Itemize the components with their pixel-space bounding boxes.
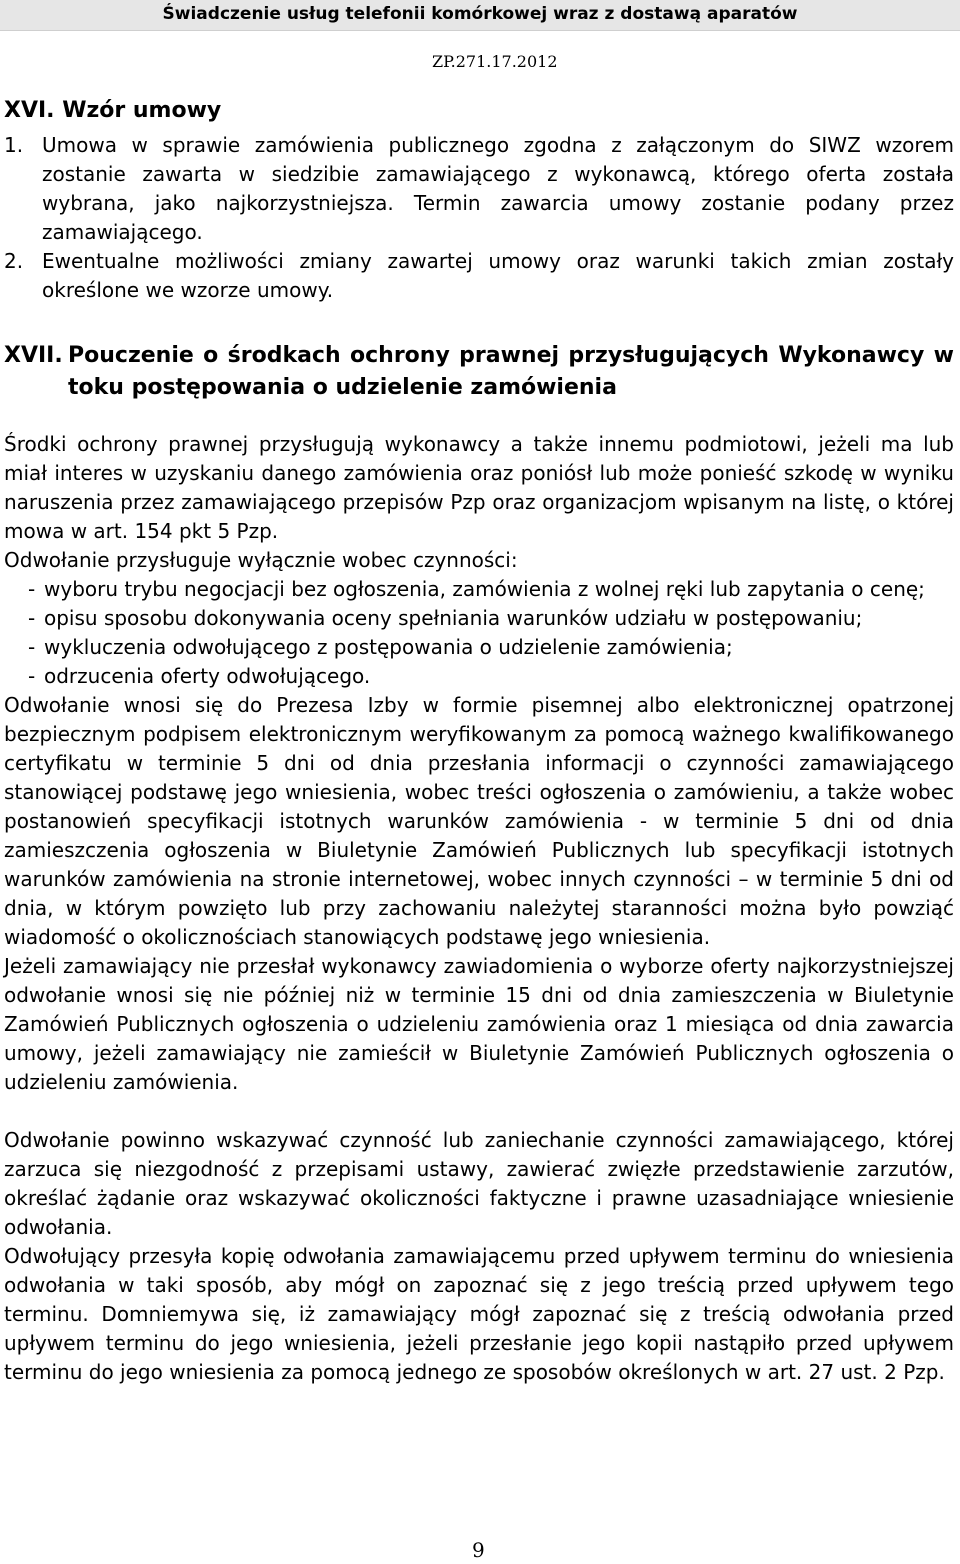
list-item-text: odrzucenia oferty odwołującego.: [44, 664, 371, 688]
paragraph-appeal-copy: Odwołujący przesyła kopię odwołania zamawiającemu przed upływem terminu do wniesienia odwołania w taki sposób, aby mógł on zapoznać się z jego treścią przed upływem tego terminu. Domniemywa się, iż zamawiający mógł zapoznać się z treścią odwołania przed upływem terminu do jego wniesienia, jeżeli przesłanie jego kopii nastąpiło przed upływem terminu do jego wniesienia za pomocą jednego ze sposobów określonych w art. 27 ust. 2 Pzp.: [4, 1244, 954, 1384]
list-item-text: wyboru trybu negocjacji bez ogłoszenia, zamówienia z wolnej ręki lub zapytania o cenę;: [44, 577, 925, 601]
section-16-title: XVI. Wzór umowy: [4, 98, 222, 123]
section-17-title: Pouczenie o środkach ochrony prawnej przysługujących Wykonawcy w toku postępowania o udzielenie zamówienia: [68, 343, 954, 400]
section-17-heading: [4, 340, 954, 404]
list-item: [28, 575, 954, 604]
list-dash: -: [28, 606, 36, 630]
document-reference: ZP.271.17.2012: [432, 52, 558, 71]
list-item: [28, 662, 954, 691]
paragraph-appeal-scope: Odwołanie przysługuje wyłącznie wobec czynności:: [4, 548, 518, 572]
list-item: [28, 633, 954, 662]
list-item-text: wykluczenia odwołującego z postępowania o udzielenie zamówienia;: [44, 635, 733, 659]
list-item: [28, 604, 954, 633]
paragraph-remedies: Środki ochrony prawnej przysługują wykonawcy a także innemu podmiotowi, jeżeli ma lub miał interes w uzyskaniu danego zamówienia oraz poniósł lub może ponieść szkodę w wyniku naruszenia przez zamawiającego przepisów Pzp oraz organizacjom wpisanym na listę, o której mowa w art. 154 pkt 5 Pzp.: [4, 432, 954, 543]
paragraph-appeal-deadline: Jeżeli zamawiający nie przesłał wykonawcy zawiadomienia o wyborze oferty najkorzystniejszej odwołanie wnosi się nie później niż w terminie 15 dni od dnia zamieszczenia w Biuletynie Zamówień Publicznych ogłoszenia o udzieleniu zamówienia oraz 1 miesiąca od dnia zawarcia umowy, jeżeli zamawiający nie zamieścił w Biuletynie Zamówień Publicznych ogłoszenia o udzieleniu zamówienia.: [4, 954, 954, 1094]
section-16-item-1: [4, 131, 954, 247]
section-16-item-2: [4, 247, 954, 305]
list-item-text: opisu sposobu dokonywania oceny spełniania warunków udziału w postępowaniu;: [44, 606, 863, 630]
list-dash: -: [28, 664, 36, 688]
page-number: 9: [472, 1538, 485, 1562]
item-text: Ewentualne możliwości zmiany zawartej umowy oraz warunki takich zmian zostały określone we wzorze umowy.: [42, 249, 954, 302]
list-dash: -: [28, 577, 36, 601]
item-number: 1.: [4, 133, 24, 157]
paragraph-gap: [4, 1097, 954, 1126]
paragraph-appeal-content: Odwołanie powinno wskazywać czynność lub zaniechanie czynności zamawiającego, której zarzuca się niezgodność z przepisami ustawy, zawierać zwięzłe przedstawienie zarzutów, określać żądanie oraz wskazywać okoliczności faktyczne i prawne uzasadniające wniesienie odwołania.: [4, 1128, 954, 1239]
section-17-body: [4, 430, 954, 1387]
list-dash: -: [28, 635, 36, 659]
paragraph-appeal-form: Odwołanie wnosi się do Prezesa Izby w formie pisemnej albo elektronicznej opatrzonej bezpiecznym podpisem elektronicznym weryfikowanym za pomocą ważnego kwalifikowanego certyfikatu w terminie 5 dni od dnia przesłania informacji o czynności zamawiającego stanowiącej podstawę jego wniesienia, wobec treści ogłoszenia o zamówieniu, a także wobec postanowień specyfikacji istotnych warunków zamówienia - w terminie 5 dni od dnia zamieszczenia ogłoszenia w Biuletynie Zamówień Publicznych lub specyfikacji istotnych warunków zamówienia na stronie internetowej, wobec innych czynności – w terminie 5 dni od dnia, w którym powzięto lub przy zachowaniu należytej staranności można było powziąć wiadomość o okolicznościach stanowiących podstawę jego wniesienia.: [4, 693, 954, 949]
section-17-number: XVII.: [4, 343, 63, 368]
header-band: [0, 0, 960, 31]
item-number: 2.: [4, 249, 24, 273]
header-title: Świadczenie usług telefonii komórkowej wraz z dostawą aparatów: [162, 4, 798, 24]
item-text: Umowa w sprawie zamówienia publicznego zgodna z załączonym do SIWZ wzorem zostanie zawarta w siedzibie zamawiającego z wykonawcą, którego oferta została wybrana, jako najkorzystniejsza. Termin zawarcia umowy zostanie podany przez zamawiającego.: [42, 133, 954, 244]
